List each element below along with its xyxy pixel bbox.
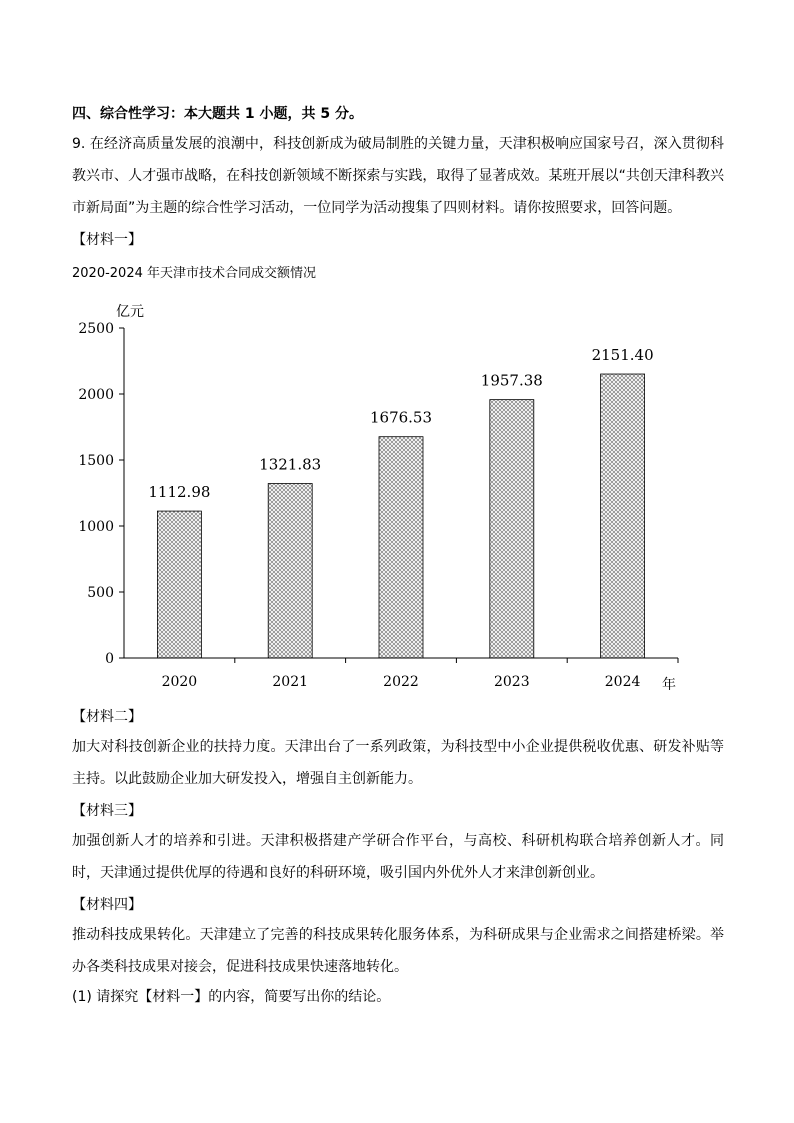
data-label-2023: 1957.38 — [480, 371, 543, 390]
material2-text: 加大对科技创新企业的扶持力度。天津出台了一系列政策，为科技型中小企业提供税收优惠、研发补贴等主持。以此鼓励企业加大研发投入，增强自主创新能力。 — [72, 739, 724, 787]
material1-label: 【材料一】 — [72, 232, 142, 248]
y-tick-label: 2500 — [78, 321, 114, 337]
subquestion-1: (1) 请探究【材料一】的内容，简要写出你的结论。 — [72, 989, 391, 1005]
data-label-2024: 2151.40 — [591, 346, 654, 365]
x-axis-unit-label: 年 — [662, 677, 676, 690]
bar-chart — [60, 290, 700, 690]
y-tick-label: 500 — [87, 585, 114, 601]
material3-text: 加强创新人才的培养和引进。天津积极搭建产学研合作平台，与高校、科研机构联合培养创新人才。同时，天津通过提供优厚的待遇和良好的科研环境，吸引国内外优外人才来津创新创业。 — [72, 833, 724, 881]
y-tick-label: 2000 — [78, 387, 114, 403]
material2-label: 【材料二】 — [72, 709, 142, 725]
x-category-label: 2022 — [383, 674, 419, 690]
bar-2024 — [601, 374, 645, 658]
x-category-label: 2021 — [272, 674, 309, 690]
data-label-2021: 1321.83 — [259, 455, 322, 474]
question-intro: 9. 在经济高质量发展的浪潮中，科技创新成为破局制胜的关键力量，天津积极响应国家号召，深入贯彻科教兴市、人才强市战略，在科技创新领域不断探索与实践，取得了显著成效。某班开展以“共创天津科教兴市新局面”为主题的综合性学习活动，一位同学为活动搜集了四则材料。请你按照要求，回答问题。 — [72, 136, 724, 216]
material3-label: 【材料三】 — [72, 803, 142, 819]
y-tick-label: 1000 — [78, 519, 114, 535]
x-category-label: 2023 — [493, 674, 530, 690]
y-tick-label: 1500 — [78, 453, 114, 469]
bar-2022 — [379, 437, 423, 658]
y-tick-label: 0 — [105, 651, 114, 667]
material4-text: 推动科技成果转化。天津建立了完善的科技成果转化服务体系，为科研成果与企业需求之间搭建桥梁。举办各类科技成果对接会，促进科技成果快速落地转化。 — [72, 927, 724, 975]
bar-2021 — [268, 484, 312, 658]
bar-2023 — [490, 400, 534, 658]
y-axis-unit-label: 亿元 — [116, 304, 144, 320]
x-category-label: 2024 — [604, 674, 641, 690]
data-label-2022: 1676.53 — [369, 408, 433, 427]
x-category-label: 2020 — [161, 674, 198, 690]
chart-title: 2020-2024 年天津市技术合同成交额情况 — [72, 266, 316, 281]
bar-2020 — [157, 511, 201, 658]
section-title: 四、综合性学习：本大题共 1 小题，共 5 分。 — [72, 106, 363, 122]
material4-label: 【材料四】 — [72, 897, 142, 913]
data-label-2020: 1112.98 — [148, 483, 211, 502]
